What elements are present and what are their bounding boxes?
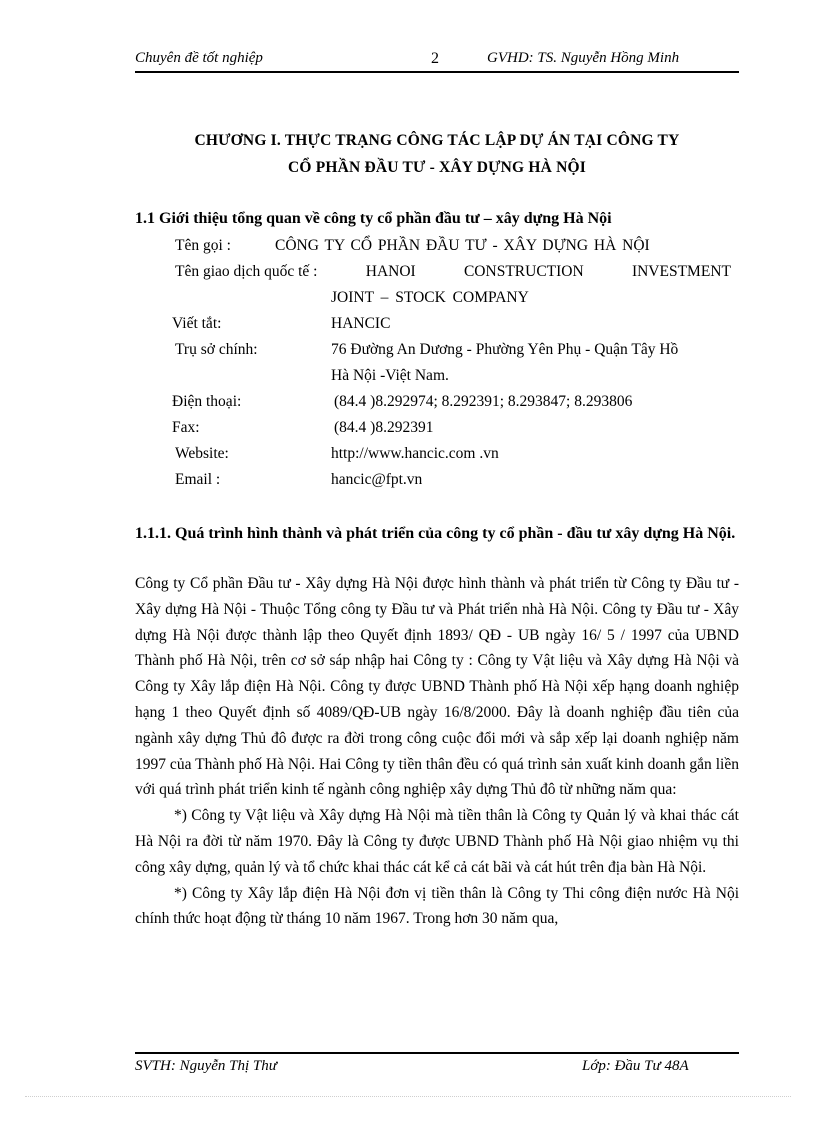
info-trade-word-3: INVESTMENT — [631, 263, 731, 280]
info-hq-label: Trụ sở chính: — [175, 341, 258, 358]
chapter-title-line2: CỔ PHẦN ĐẦU TƯ - XÂY DỰNG HÀ NỘI — [287, 159, 587, 176]
paragraph-materials-company: *) Công ty Vật liệu và Xây dựng Hà Nội mà tiền thân là Công ty Quản lý và khai thác cát Hà Nội ra đời từ năm 1970. Đây là Công ty được UBND Thành phố Hà Nội giao nhiệm vụ thi công xây dựng, quản lý và tổ chức khai thác cát kể cả cát bãi và cát hút trên địa bàn Hà Nội. — [135, 807, 739, 876]
footer-rule — [135, 1052, 739, 1054]
footer-class: Lớp: Đầu Tư 48A — [582, 1058, 689, 1074]
info-abbr-value: HANCIC — [331, 315, 391, 332]
page-footer — [135, 1058, 739, 1078]
info-hq-line2: Hà Nội -Việt Nam. — [331, 367, 449, 384]
body-text — [135, 571, 739, 932]
info-trade-label: Tên giao dịch quốc tế : — [175, 263, 318, 280]
page-number: 2 — [431, 50, 439, 67]
info-name-label: Tên gọi : — [175, 237, 231, 254]
page-header — [135, 50, 739, 70]
info-website-label: Website: — [175, 445, 229, 462]
info-trade-row — [175, 263, 731, 281]
info-hq-line1: 76 Đường An Dương - Phường Yên Phụ - Quận Tây Hồ — [331, 341, 679, 358]
page-bottom-dotted-line — [25, 1096, 791, 1097]
info-email-value: hancic@fpt.vn — [331, 471, 423, 488]
footer-student: SVTH: Nguyễn Thị Thư — [135, 1058, 277, 1074]
info-abbr-label: Viết tắt: — [172, 315, 222, 332]
header-rule — [135, 71, 739, 73]
info-trade-line2: JOINT – STOCK COMPANY — [331, 289, 529, 306]
paragraph-history: Công ty Cổ phần Đầu tư - Xây dựng Hà Nội được hình thành và phát triển từ Công ty Đầu tư - Xây dựng Hà Nội - Thuộc Tổng công ty Đầu tư và Phát triển nhà Hà Nội. Công ty Đầu tư - Xây dựng Hà Nội được thành lập theo Quyết định 1893/ QĐ - UB ngày 16/ 5 / 1997 của UBND Thành phố Hà Nội, trên cơ sở sáp nhập hai Công ty : Công ty Vật liệu và Xây dựng Hà Nội và Công ty Xây lắp điện Hà Nội. Công ty được UBND Thành phố Hà Nội xếp hạng doanh nghiệp hạng 1 theo Quyết định số 4089/QĐ-UB ngày 16/8/2000. Đây là doanh nghiệp đầu tiên của ngành xây dựng Thủ đô được ra đời trong công cuộc đổi mới và sắp xếp lại doanh nghiệp năm 1997 của Thành phố Hà Nội. Hai Công ty tiền thân đều có quá trình sản xuất kinh doanh gắn liền với quá trình phát triển kinh tế ngành công nghiệp xây dựng Thủ đô từ những năm qua: — [135, 575, 739, 799]
info-phone-label: Điện thoại: — [172, 393, 242, 410]
info-phone-value: (84.4 )8.292974; 8.292391; 8.293847; 8.293806 — [334, 393, 633, 410]
info-trade-word-1: HANOI — [365, 263, 416, 280]
info-fax-value: (84.4 )8.292391 — [334, 419, 434, 436]
section-heading-1-1: 1.1 Giới thiệu tổng quan về công ty cổ phần đầu tư – xây dựng Hà Nội — [135, 210, 612, 227]
paragraph-electric-company: *) Công ty Xây lắp điện Hà Nội đơn vị tiền thân là Công ty Thi công điện nước Hà Nội chính thức hoạt động từ tháng 10 năm 1967. Trong hơn 30 năm qua, — [135, 884, 739, 928]
chapter-title-line1: CHƯƠNG I. THỰC TRẠNG CÔNG TÁC LẬP DỰ ÁN TẠI CÔNG TY — [194, 132, 680, 149]
section-heading-1-1-1: 1.1.1. Quá trình hình thành và phát triển của công ty cổ phần - đầu tư xây dựng Hà Nội. — [135, 525, 736, 542]
header-report-type: Chuyên đề tốt nghiệp — [135, 50, 263, 66]
info-name-value: CÔNG TY CỔ PHẦN ĐẦU TƯ - XÂY DỰNG HÀ NỘI — [275, 237, 650, 254]
info-trade-word-2: CONSTRUCTION — [463, 263, 584, 280]
info-website-value: http://www.hancic.com .vn — [331, 445, 499, 462]
header-supervisor: GVHD: TS. Nguyễn Hồng Minh — [487, 50, 680, 66]
info-fax-label: Fax: — [172, 419, 200, 436]
info-email-label: Email : — [175, 471, 221, 488]
